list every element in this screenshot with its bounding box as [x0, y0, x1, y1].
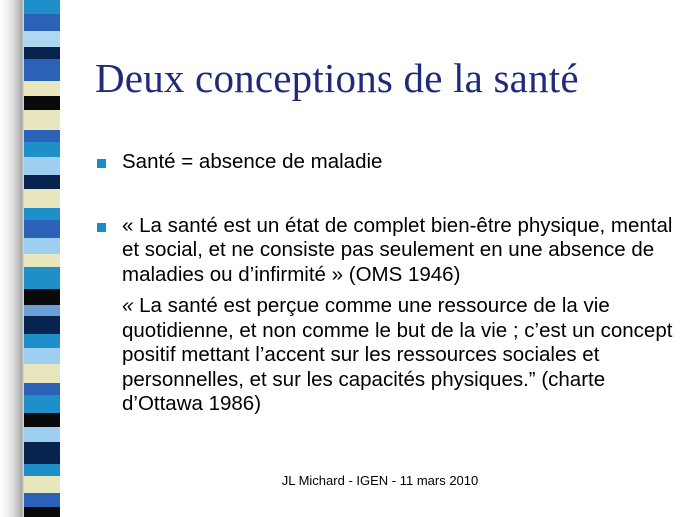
color-stripe [24, 316, 60, 334]
color-stripe [24, 47, 60, 59]
color-stripe [24, 175, 60, 189]
color-stripe [24, 189, 60, 209]
decorative-side-strip [0, 0, 78, 517]
bullet-item [94, 150, 674, 175]
color-stripe [24, 364, 60, 384]
color-stripe [24, 110, 60, 130]
color-stripe [24, 59, 60, 81]
color-stripe [24, 395, 60, 413]
color-stripe [24, 220, 60, 238]
color-stripe-column [24, 0, 60, 517]
color-stripe [24, 238, 60, 254]
bullet-text: « La santé est un état de complet bien-être physique, mental et social, et ne consiste pas seulement en une absence de maladies ou d’infirmité » (OMS 1946) [122, 213, 673, 286]
color-stripe [24, 289, 60, 305]
quote-mark: « [122, 294, 134, 317]
color-stripe [24, 208, 60, 220]
square-bullet-icon [97, 159, 106, 168]
color-stripe [24, 413, 60, 427]
color-stripe [24, 427, 60, 443]
color-stripe [24, 142, 60, 158]
bullet-item [94, 214, 674, 288]
color-stripe [24, 96, 60, 110]
ottawa-charter-quote [94, 294, 674, 417]
bullet-text: Santé = absence de maladie [122, 150, 383, 173]
color-stripe [24, 442, 60, 464]
color-stripe [24, 81, 60, 97]
color-stripe [24, 493, 60, 507]
color-stripe [24, 507, 60, 517]
color-stripe [24, 334, 60, 348]
slide-content [94, 150, 674, 417]
color-stripe [24, 14, 60, 32]
color-stripe [24, 254, 60, 268]
color-stripe [24, 0, 60, 14]
color-stripe [24, 31, 60, 47]
color-stripe [24, 157, 60, 175]
color-stripe [24, 130, 60, 142]
slide-footer: JL Michard - IGEN - 11 mars 2010 [281, 473, 479, 488]
color-stripe [24, 305, 60, 317]
color-stripe [24, 267, 60, 289]
color-stripe [24, 348, 60, 364]
square-bullet-icon [97, 223, 106, 232]
slide-title: Deux conceptions de la santé [95, 55, 579, 101]
quote-text: La santé est perçue comme une ressource de la vie quotidienne, et non comme le but de la vie ; c’est un concept positif mettant l’accent sur les ressources sociales et personnelles, et sur les capacités physiques.” (charte d’Ottawa 1986) [122, 294, 673, 415]
color-stripe [24, 383, 60, 395]
